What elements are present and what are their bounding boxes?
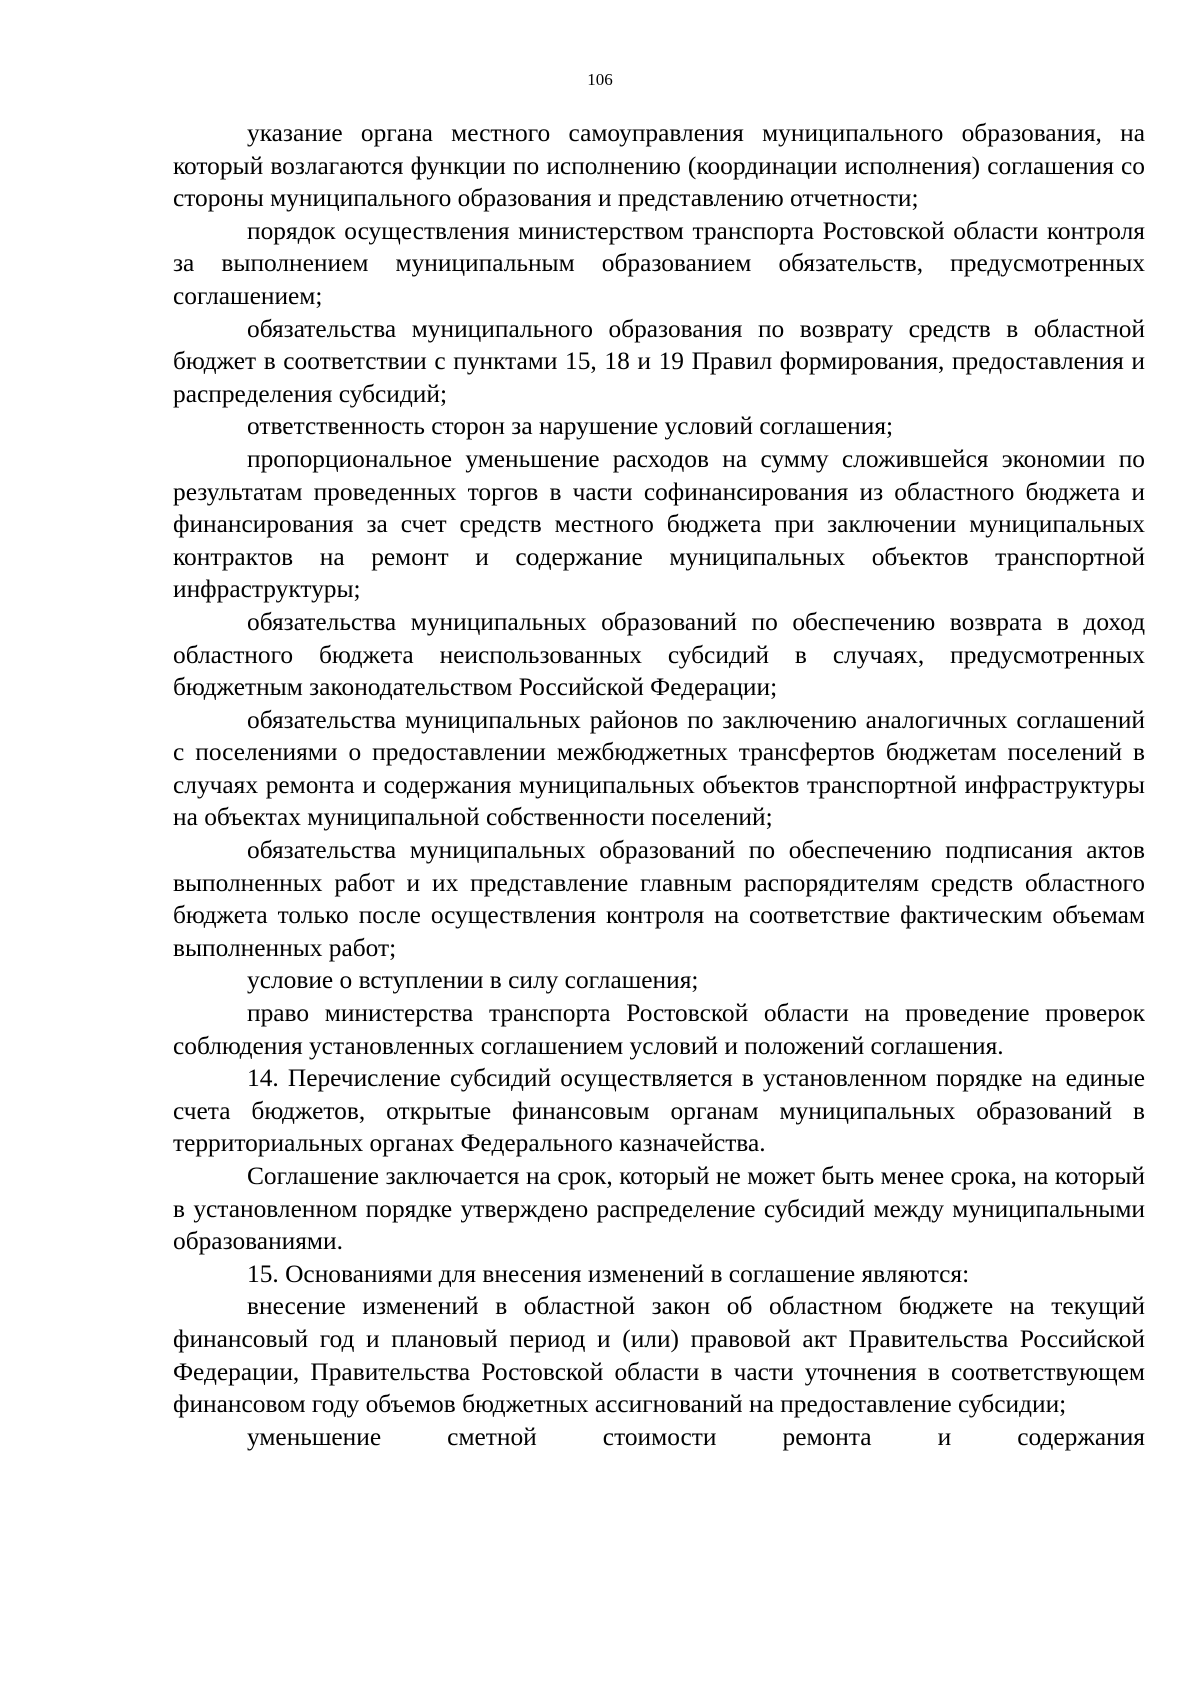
document-body — [173, 117, 1145, 1453]
paragraph-law-amendments: внесение изменений в областной закон об областном бюджете на текущий финансовый год и плановый период и (или) правовой акт Правительства Российской Федерации, Правительства Ростовской области в части уточнения в соответствующем финансовом году объемов бюджетных ассигнований на предоставление субсидии; — [173, 1292, 1145, 1419]
paragraph-control-procedure: порядок осуществления министерством транспорта Ростовской области контроля за выполнением муниципальным образованием обязательств, предусмотренных соглашением; — [173, 216, 1145, 310]
paragraph-district-agreements: обязательства муниципальных районов по заключению аналогичных соглашений с поселениями о предоставлении межбюджетных трансфертов бюджетам поселений в случаях ремонта и содержания муниципальных объектов транспортной инфраструктуры на объектах муниципальной собственности поселений; — [173, 705, 1145, 832]
paragraph-acts-signing: обязательства муниципальных образований по обеспечению подписания актов выполненных работ и их представление главным распорядителям средств областного бюджета только после осуществления контроля на соответствие фактическим объемам выполненных работ; — [173, 836, 1145, 962]
paragraph-responsible-body: указание органа местного самоуправления муниципального образования, на который возлагаются функции по исполнению (координации исполнения) соглашения со стороны муниципального образования и представлению отчетности; — [173, 119, 1145, 213]
paragraph-refund-obligations: обязательства муниципального образования по возврату средств в областной бюджет в соответствии с пунктами 15, 18 и 19 Правил формирования, предоставления и распределения субсидий; — [173, 314, 1145, 408]
paragraph-item-15: 15. Основаниями для внесения изменений в соглашение являются: — [247, 1259, 970, 1288]
paragraph-inspection-right: право министерства транспорта Ростовской области на проведение проверок соблюдения установленных соглашением условий и положений соглашения. — [173, 999, 1145, 1060]
paragraph-unused-subsidies: обязательства муниципальных образований по обеспечению возврата в доход областного бюджета неиспользованных субсидий в случаях, предусмотренных бюджетным законодательством Российской Федерации; — [173, 607, 1145, 702]
paragraph-agreement-term: Соглашение заключается на срок, который не может быть менее срока, на который в установленном порядке утверждено распределение субсидий между муниципальными образованиями. — [173, 1162, 1145, 1256]
paragraph-entry-into-force: условие о вступлении в силу соглашения; — [247, 966, 699, 995]
paragraph-proportional-reduction: пропорциональное уменьшение расходов на сумму сложившейся экономии по результатам проведенных торгов в части софинансирования из областного бюджета и финансирования за счет средств местного бюджета при заключении муниципальных контрактов на ремонт и содержание муниципальных объектов транспортной инфраструктуры; — [173, 444, 1145, 604]
paragraph-item-14: 14. Перечисление субсидий осуществляется в установленном порядке на единые счета бюджетов, открытые финансовым органам муниципальных образований в территориальных органах Федерального казначейства. — [173, 1064, 1145, 1158]
paragraph-cost-reduction: уменьшение сметной стоимости ремонта и содержания — [247, 1422, 1145, 1451]
paragraph-responsibility: ответственность сторон за нарушение условий соглашения; — [247, 412, 894, 441]
page-number: 106 — [587, 70, 613, 89]
